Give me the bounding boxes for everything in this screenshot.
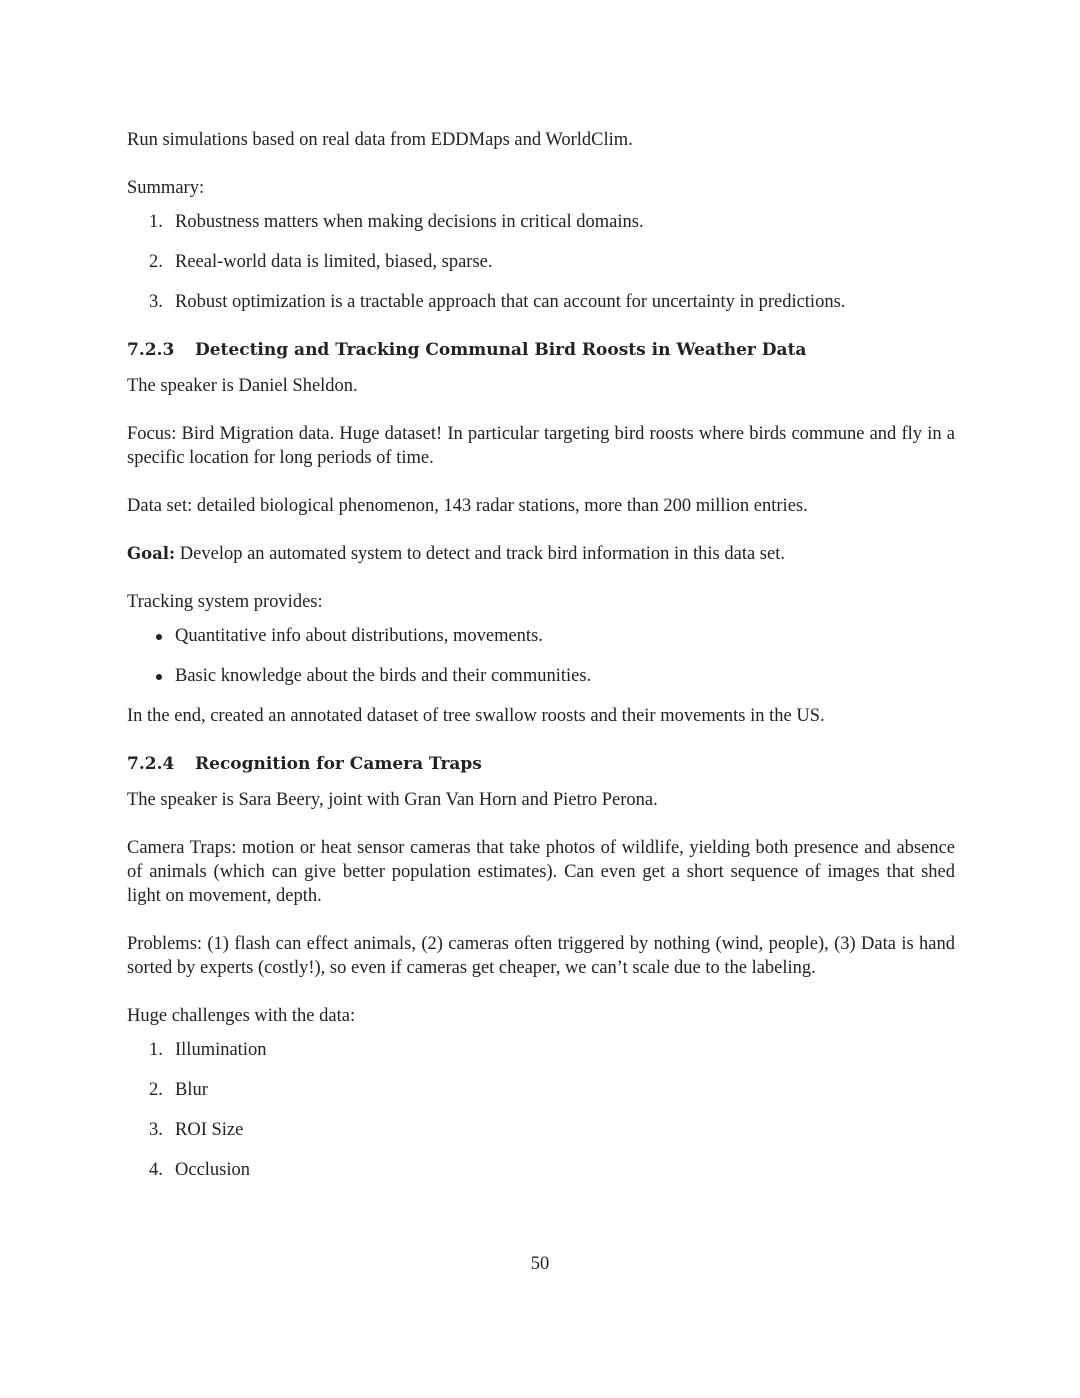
problems-paragraph: Problems: (1) flash can effect animals, (2) cameras often triggered by nothing (wind, people), (3) Data is hand sorted by experts (costly!), so even if cameras get cheaper, we can’t scale due to the labeling.	[127, 934, 955, 978]
list-text: Illumination	[175, 1040, 267, 1060]
list-text: Occlusion	[175, 1160, 251, 1180]
page-content	[127, 128, 955, 1206]
camera-traps-paragraph: Camera Traps: motion or heat sensor cameras that take photos of wildlife, yielding both presence and absence of animals (which can give better population estimates). Can even get a short sequence of images that shed light on movement, depth.	[127, 838, 955, 906]
goal-paragraph	[127, 542, 955, 566]
list-item	[127, 210, 955, 234]
goal-text: Develop an automated system to detect and track bird information in this data set.	[175, 544, 785, 564]
list-number: 1.	[149, 212, 163, 232]
section-number: 7.2.3	[127, 340, 175, 360]
list-item	[127, 624, 955, 648]
list-item	[127, 290, 955, 314]
section-title: Recognition for Camera Traps	[195, 754, 482, 774]
list-number: 2.	[149, 252, 163, 272]
list-text: Robustness matters when making decisions in critical domains.	[175, 212, 644, 232]
list-item	[127, 250, 955, 274]
section-heading-7-2-3	[127, 338, 955, 362]
list-number: 2.	[149, 1080, 163, 1100]
summary-list	[127, 210, 955, 314]
list-item	[127, 1078, 955, 1102]
focus-paragraph: Focus: Bird Migration data. Huge dataset! In particular targeting bird roosts where birds commune and fly in a specific location for long periods of time.	[127, 424, 955, 468]
list-text: ROI Size	[175, 1120, 244, 1140]
tracking-list	[127, 624, 955, 688]
list-item	[127, 1158, 955, 1182]
challenges-list	[127, 1038, 955, 1182]
page-number: 50	[530, 1254, 550, 1274]
conclusion-paragraph: In the end, created an annotated dataset of tree swallow roosts and their movements in the US.	[127, 706, 825, 726]
summary-label: Summary:	[127, 178, 205, 198]
speaker-line: The speaker is Sara Beery, joint with Gran Van Horn and Pietro Perona.	[127, 790, 658, 810]
list-text: Blur	[175, 1080, 208, 1100]
tracking-label: Tracking system provides:	[127, 592, 323, 612]
bullet-icon	[156, 674, 162, 680]
section-number: 7.2.4	[127, 754, 175, 774]
section-title: Detecting and Tracking Communal Bird Roosts in Weather Data	[195, 340, 807, 360]
list-text: Robust optimization is a tractable approach that can account for uncertainty in predictions.	[175, 292, 846, 312]
bullet-icon	[156, 634, 162, 640]
speaker-line: The speaker is Daniel Sheldon.	[127, 376, 358, 396]
list-text: Reeal-world data is limited, biased, sparse.	[175, 252, 493, 272]
list-item	[127, 1038, 955, 1062]
dataset-paragraph: Data set: detailed biological phenomenon, 143 radar stations, more than 200 million entries.	[127, 496, 808, 516]
list-item	[127, 1118, 955, 1142]
list-item	[127, 664, 955, 688]
challenges-label: Huge challenges with the data:	[127, 1006, 356, 1026]
list-number: 3.	[149, 1120, 163, 1140]
list-text: Basic knowledge about the birds and their communities.	[175, 666, 592, 686]
list-text: Quantitative info about distributions, movements.	[175, 626, 543, 646]
list-number: 3.	[149, 292, 163, 312]
intro-line: Run simulations based on real data from EDDMaps and WorldClim.	[127, 130, 633, 150]
list-number: 4.	[149, 1160, 163, 1180]
list-number: 1.	[149, 1040, 163, 1060]
section-heading-7-2-4	[127, 752, 955, 776]
goal-label: Goal:	[127, 544, 176, 563]
